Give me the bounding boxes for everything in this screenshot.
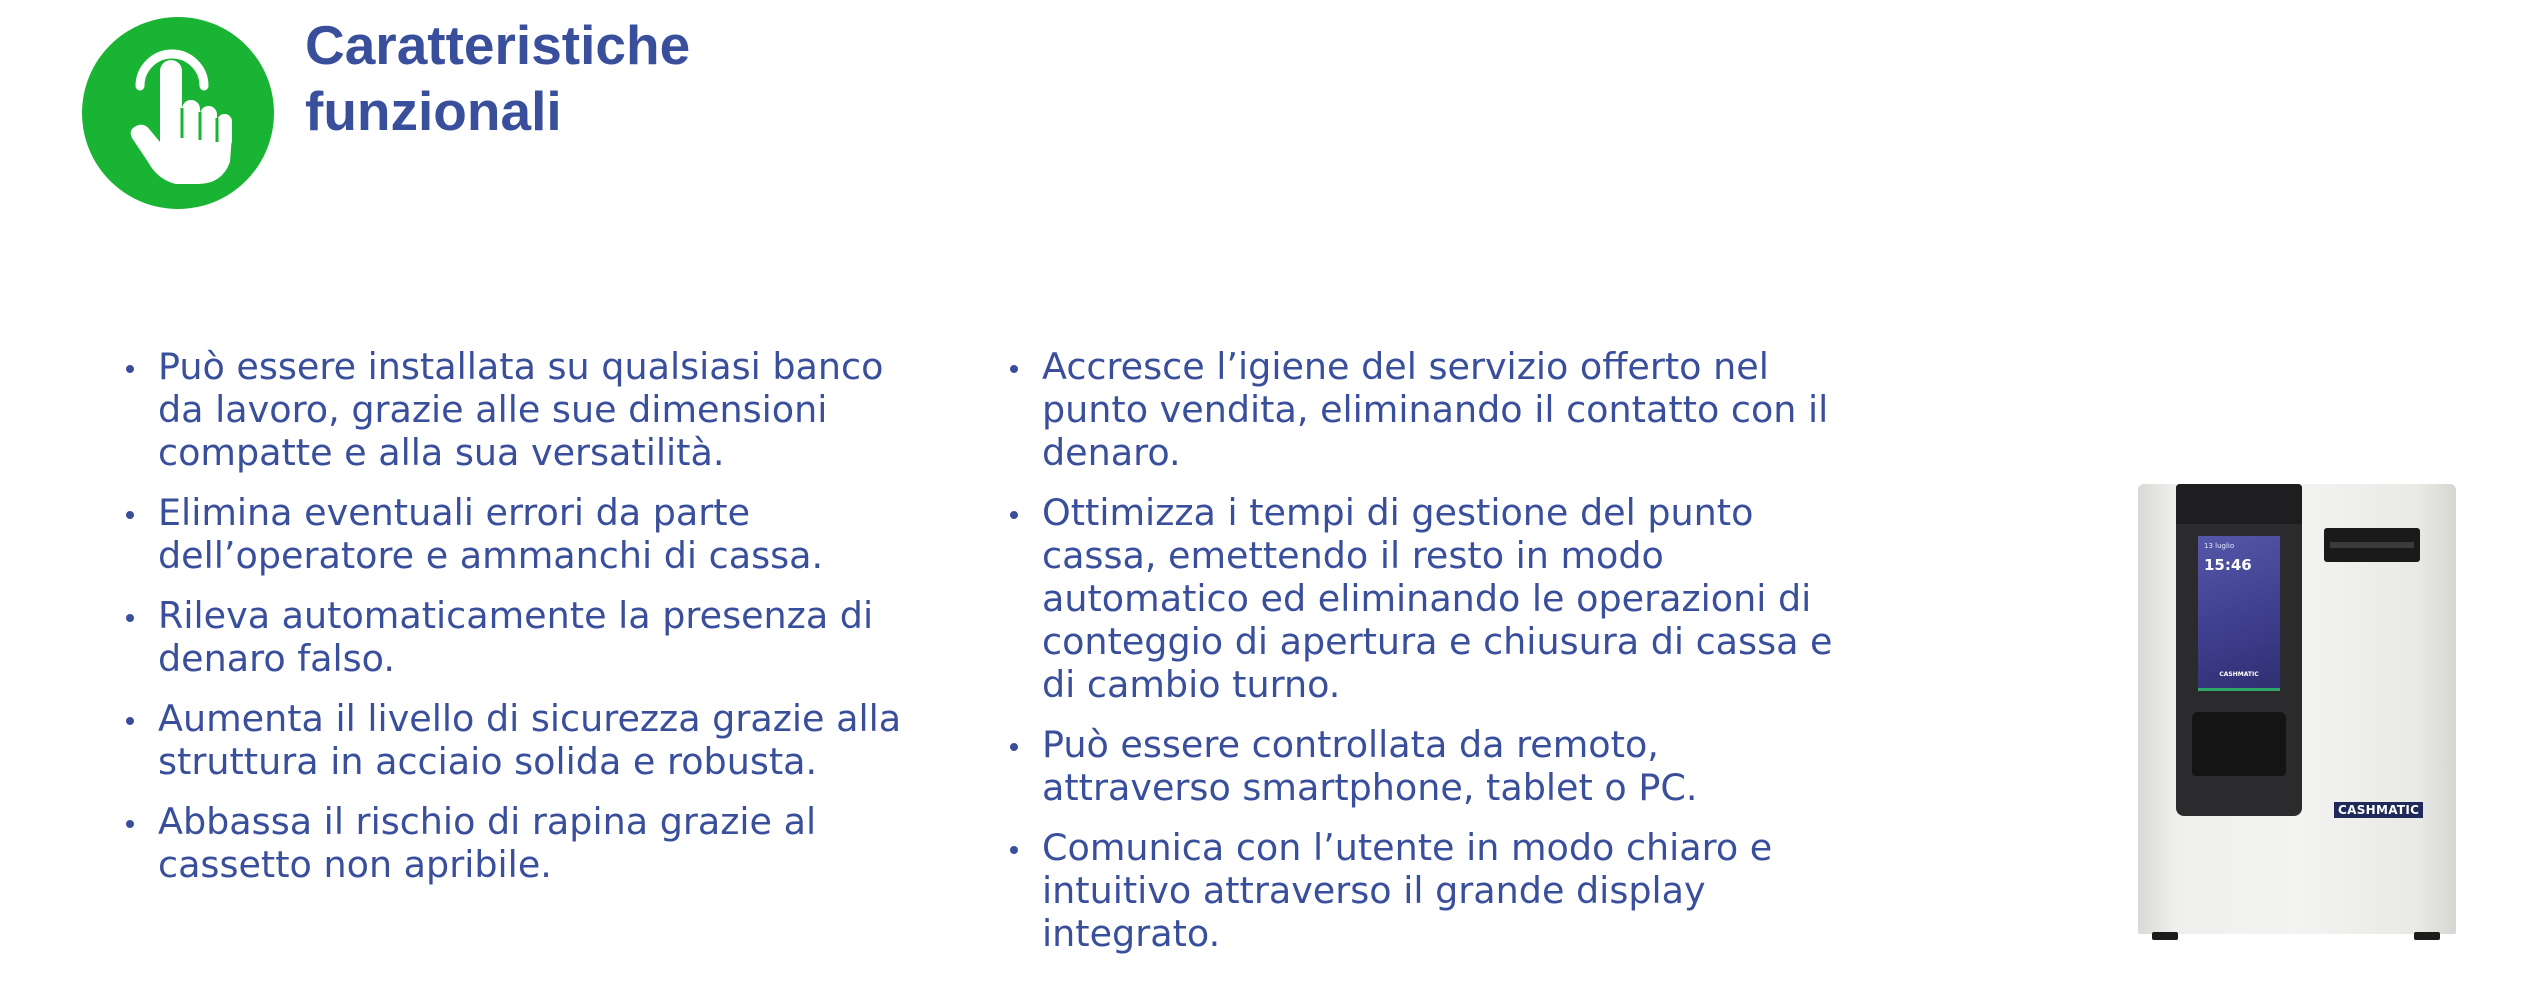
touch-hand-icon (82, 17, 274, 209)
banknote-slot (2324, 528, 2420, 562)
title-line-1: Caratteristiche (305, 14, 691, 76)
coin-tray (2192, 712, 2286, 776)
feature-item: Ottimizza i tempi di gestione del punto cassa, emettendo il resto in modo automatico ed eliminando le operazioni di conteggio di apertura e chiusura di cassa e di cambio turno. (1010, 491, 1850, 706)
feature-item: Aumenta il livello di sicurezza grazie alla struttura in acciaio solida e robusta. (126, 697, 926, 783)
device-screen (2198, 536, 2280, 691)
screen-brand: CASHMATIC (2219, 671, 2259, 678)
feature-item: Elimina eventuali errori da parte dell’operatore e ammanchi di cassa. (126, 491, 926, 577)
title-line-2: funzionali (305, 80, 562, 142)
screen-date: 13 luglio (2204, 542, 2235, 550)
device-foot (2414, 932, 2440, 940)
hand-pointer-icon (118, 38, 238, 188)
feature-item: Può essere controllata da remoto, attraverso smartphone, tablet o PC. (1010, 723, 1850, 809)
feature-item: Accresce l’igiene del servizio offerto nel punto vendita, eliminando il contatto con il denaro. (1010, 345, 1850, 474)
device-front-panel (2176, 484, 2302, 816)
feature-item: Abbassa il rischio di rapina grazie al cassetto non apribile. (126, 800, 926, 886)
brand-badge: CASHMATIC (2334, 802, 2423, 818)
device-panel-top (2176, 484, 2302, 524)
feature-item: Rileva automaticamente la presenza di denaro falso. (126, 594, 926, 680)
device-foot (2152, 932, 2178, 940)
feature-item: Comunica con l’utente in modo chiaro e intuitivo attraverso il grande display integrato. (1010, 826, 1850, 955)
features-list-left (126, 345, 926, 903)
screen-time: 15:46 (2204, 556, 2252, 574)
page-title (305, 12, 690, 144)
cash-machine-image (2138, 484, 2458, 944)
feature-item: Può essere installata su qualsiasi banco da lavoro, grazie alle sue dimensioni compatte e alla sua versatilità. (126, 345, 926, 474)
features-list-right (1010, 345, 1850, 972)
